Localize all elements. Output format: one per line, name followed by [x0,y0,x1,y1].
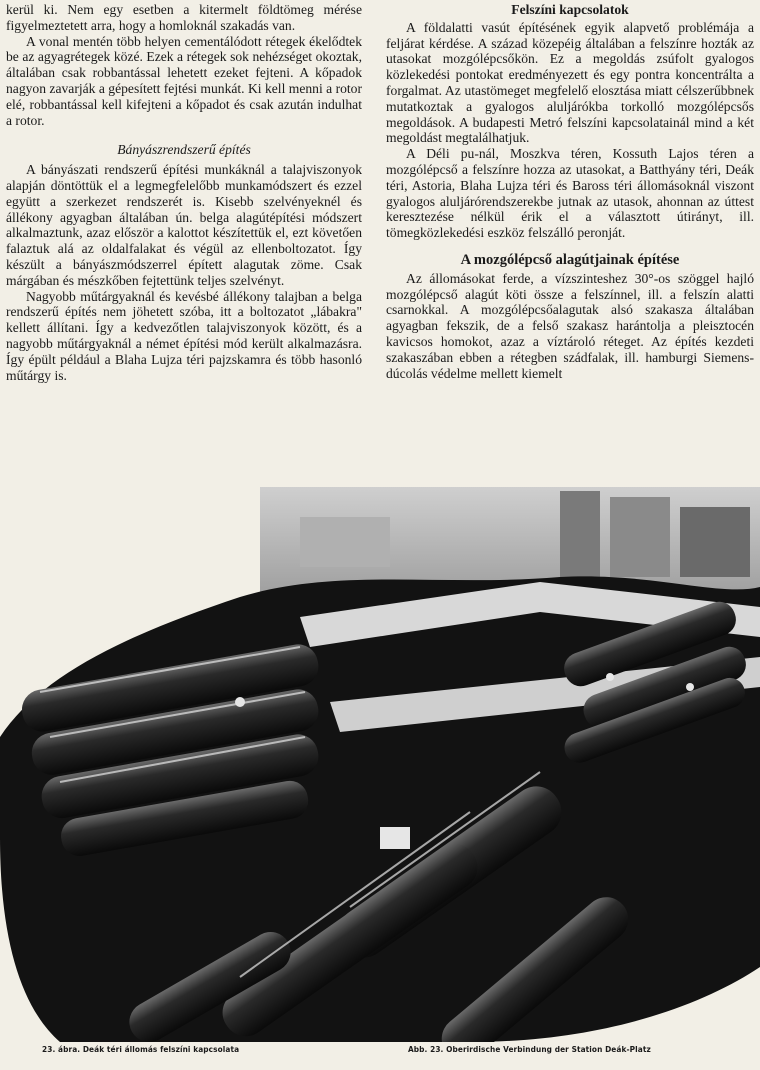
section-subheading: Bányászrendszerű építés [117,142,251,158]
paragraph: Nagyobb műtárgyaknál és kevésbé állékony talajban a belga rendszerű építés nem jöhetett szóba, itt a boltozatot „lábakra" kellett állítani. Így a kedvezőtlen talajviszonyok között, és a nagyobb műtárgyaknál a német építési mód került alkalmazásra. Így épült például a Blaha Lujza téri pajzskamra és több hasonló műtárgy is. [6,288,362,383]
station-cutaway-illustration [0,487,760,1042]
left-column [6,2,362,383]
paragraph: A Déli pu-nál, Moszkva téren, Kossuth Lajos téren a mozgólépcső a felszínre hozza az utasokat, a Batthyány téri, Deák téri, Astoria, Blaha Lujza téri és Baross téri állomásoknál viszont gyalogos aluljárórendszerekbe jutnak az utasok, ahonnan az úttest keresztezése nélkül érik el a választott útirányt, ill. tömegközlekedési eszköz felszálló peronját. [386,146,754,241]
right-column [386,2,754,381]
section-heading: A mozgólépcső alagútjainak építése [460,251,680,268]
figure-caption-german: Abb. 23. Oberirdische Verbindung der Station Deák-Platz [408,1044,651,1054]
section-heading: Felszíni kapcsolatok [511,2,629,17]
paragraph: Az állomásokat ferde, a vízszinteshez 30°-os szöggel hajló mozgólépcső alagút köti össze a felszínnel, ill. a felszín alatti csarnokkal. A mozgólépcsőalagutak alsó szakasza általában agyagban fekszik, de a felső szakasz harántolja a pleisztocén kavicsos homokot, azaz a víztároló réteget. Az építés kezdeti szakaszában ebben a rétegben szádfalak, ill. hamburgi Siemens-dúcolás védelme mellett kiemelt [386,270,754,381]
paragraph: A vonal mentén több helyen cementálódott rétegek ékelődtek be az agyagrétegek közé. Ezek a rétegek sok nehézséget okoztak, általában csak robbantással lehetett ezeket fejteni. A kőpadok nagyon zavarják a gépesített fejtési munkát. Ki kell menni a rotor elé, robbantással kell kifejteni a kőpadot és csak azután indulhat a rotor. [6,33,362,128]
paragraph: kerül ki. Nem egy esetben a kitermelt földtömeg mérése figyelmeztetett arra, hogy a homloknál szakadás van. [6,2,362,33]
paragraph: A bányászati rendszerű építési munkáknál a talajviszonyok alapján döntöttük el a legmegfelelőbb munkamódszert és ezzel együtt a szerkezet rendszerét is. Kisebb szelvényeknél és állékony agyagban általában ún. belga alagútépítési módszert alkalmaztunk, azaz először a kalottot készítettük el, ezt követően falaztuk alá az oldalfalakat és végül az ellenboltozatot. Így készült a bányászmódszerrel épített alagutak zöme. Csak márgában és mészkőben fejtettünk teljes szelvényt. [6,162,362,288]
paragraph: A földalatti vasút építésének egyik alapvető problémája a feljárat kérdése. A század közepéig általában a felszínre hozták az utasokat mozgólépcsőkön. Ez a megoldás zsúfolt gyalogos közlekedési pontokat eredményezett és egy pontra koncentrálta a forgalmat. Az utastömeget megfelelő elosztása miatt célszerűbbnek mutatkoztak a gyalogos aluljárókba torkolló mozgólépcsős megoldások. A budapesti Metró felszíni kapcsolatainál mind a két megoldást megtalálhatjuk. [386,19,754,146]
figure-caption-hungarian: 23. ábra. Deák téri állomás felszíni kapcsolata [42,1044,240,1054]
